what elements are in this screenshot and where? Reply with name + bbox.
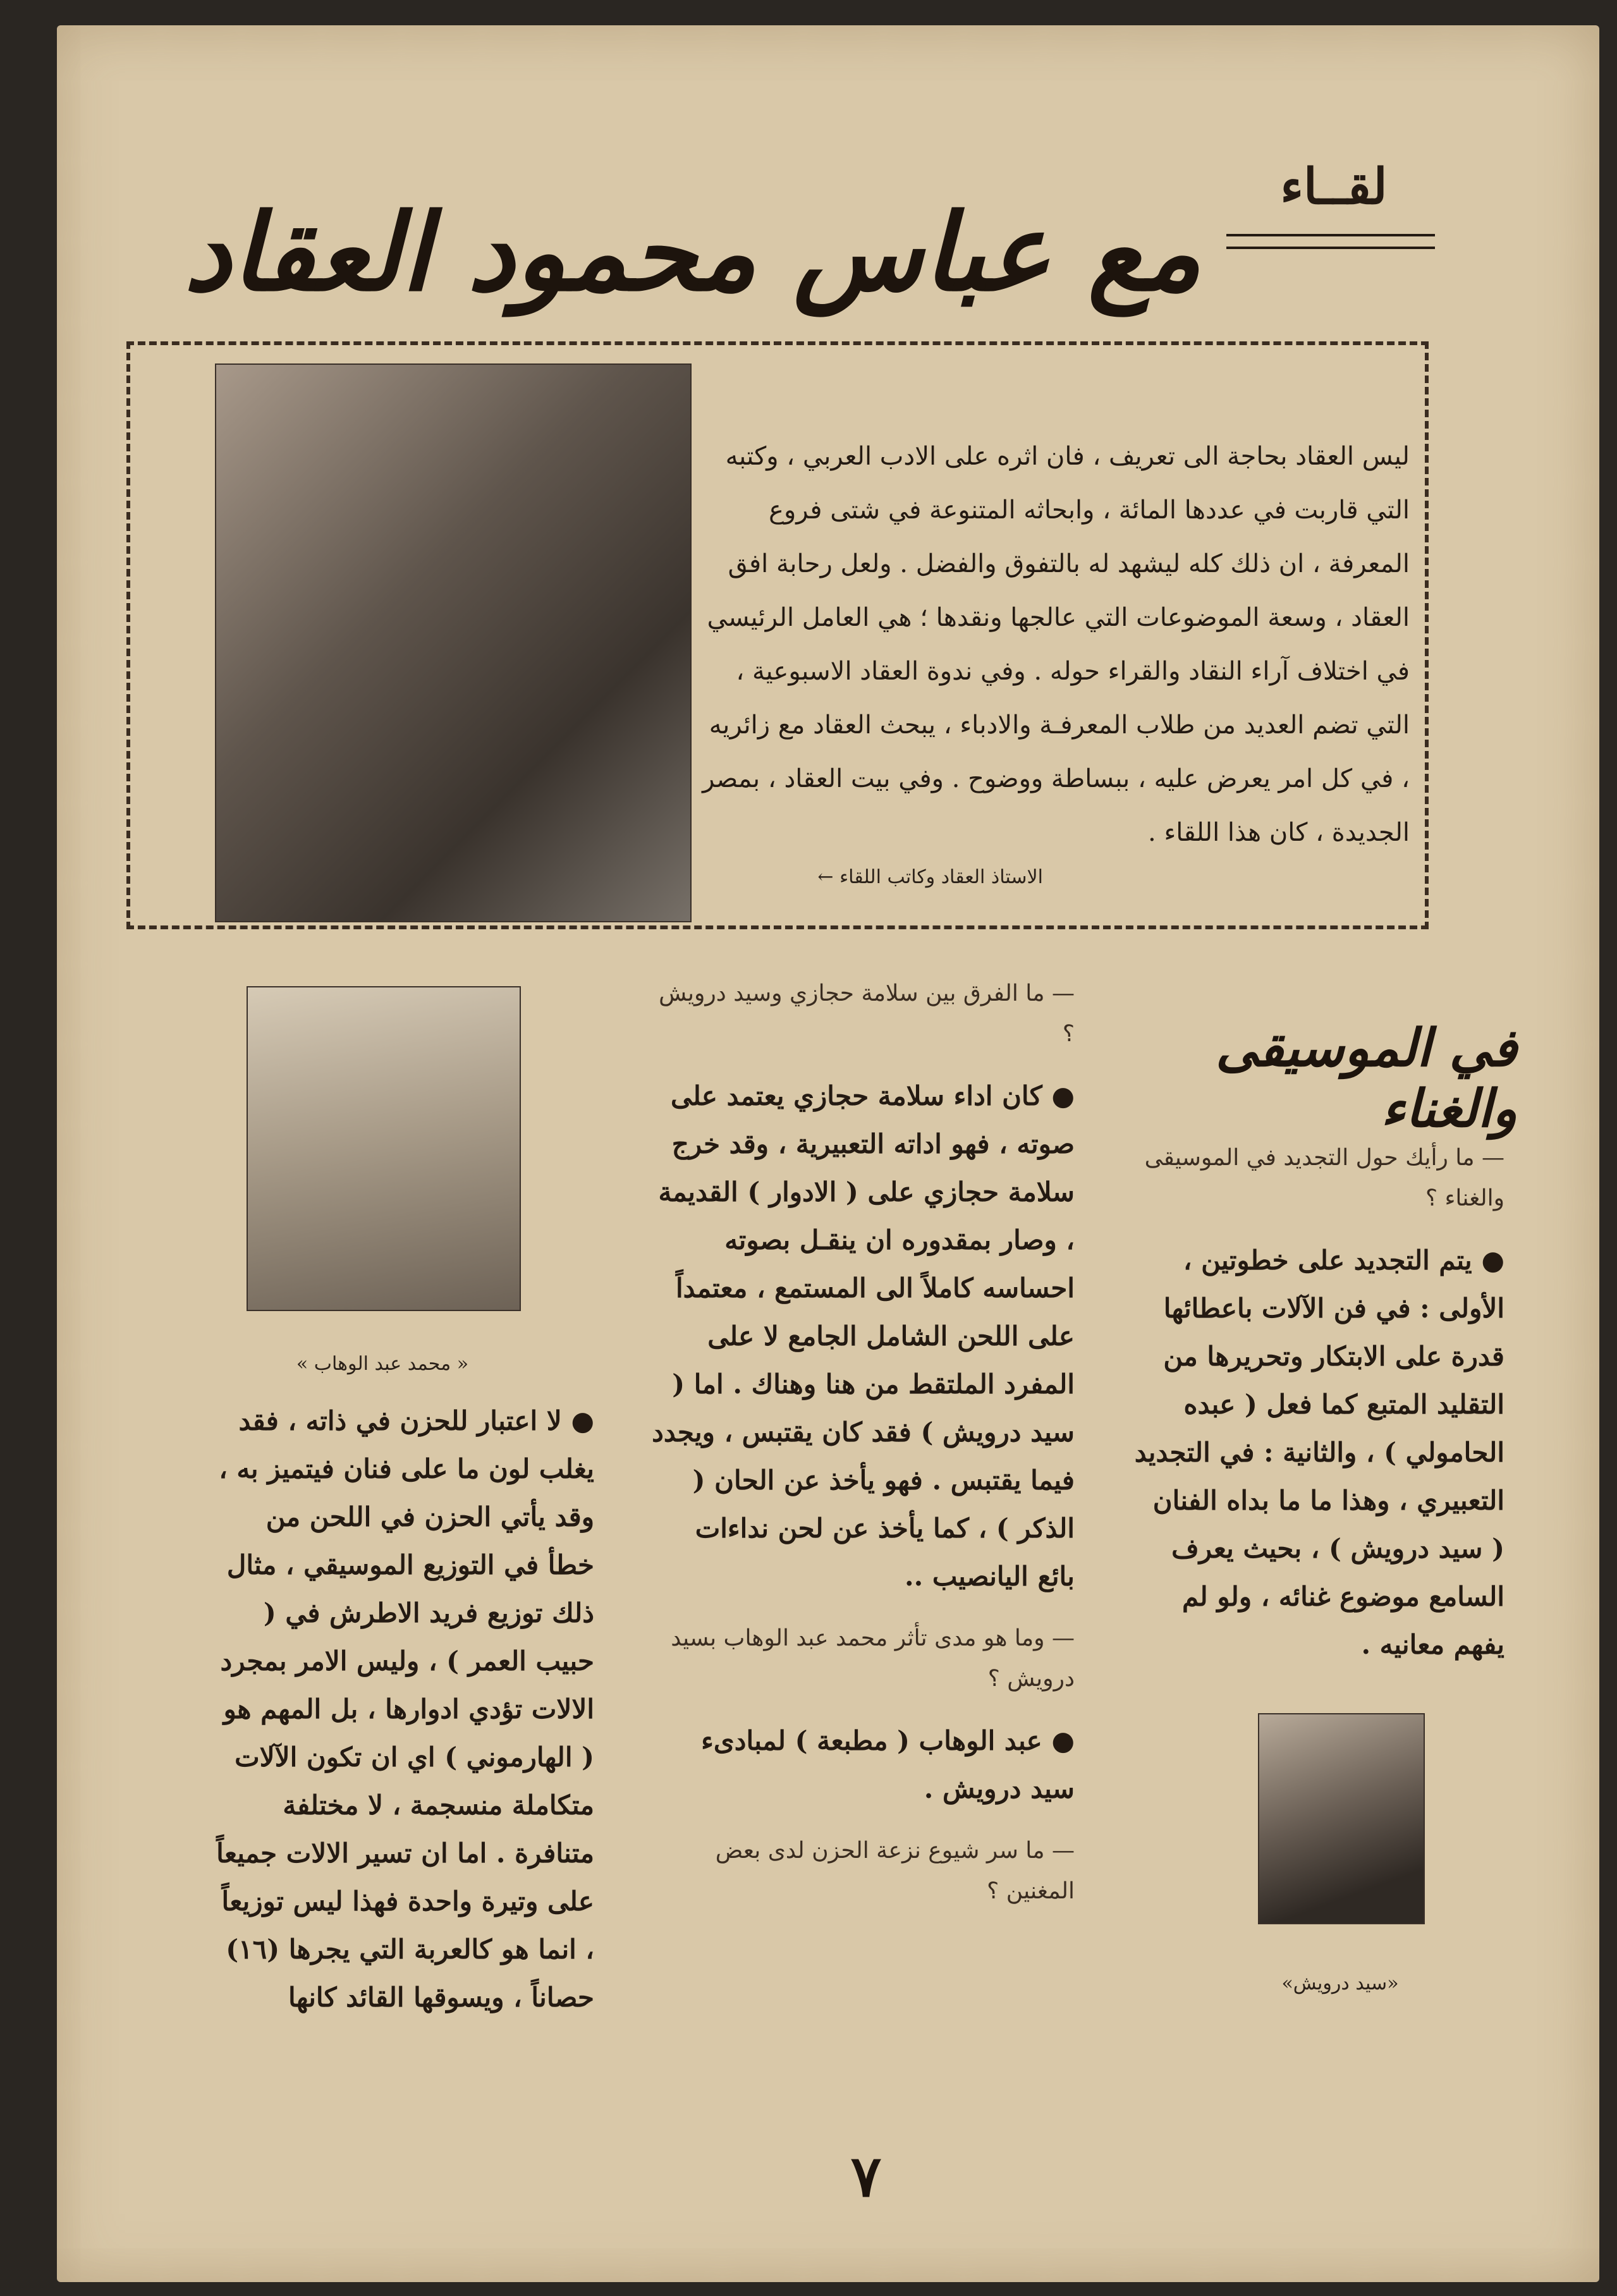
kicker-rule bbox=[1226, 247, 1435, 249]
intro-paragraph: ليس العقاد بحاجة الى تعريف ، فان اثره على الادب العربي ، وكتبه التي قاربت في عددها المائة ، وابحاثه المتنوعة في شتى فروع المعرفة ، ان ذلك كله ليشهد له بالتفوق والفضل . ولعل رحابة افق العقاد ، وسعة الموضوعات التي عالجها ونقدها ؛ هي العامل الرئيسي في اختلاف آراء النقاد والقراء حوله . وفي ندوة العقاد الاسبوعية ، التي تضم العديد من طلاب المعرفـة والادباء ، يبحث العقاد مع زائريه ، في كل امر يعرض عليه ، ببساطة ووضوح . وفي بيت العقاد ، بمصر الجديدة ، كان هذا اللقاء . bbox=[702, 442, 1410, 847]
answer: ● كان اداء سلامة حجازي يعتمد على صوته ، فهو اداته التعبيرية ، وقد خرج سلامة حجازي على ( الادوار ) القديمة ، وصار بمقدوره ان ينقـل بصوته احساسه كاملاً الى المستمع ، معتمداً على اللحن الشامل الجامع لا على المفرد الملتقط من هنا وهناك . اما ( سيد درويش ) فقد كان يقتبس ، ويجدد فيما يقتبس . فهو يأخذ عن الحان ( الذكر ) ، كما يأخذ عن لحن نداءات بائع اليانصيب .. bbox=[652, 1080, 1075, 1592]
question: — ما الفرق بين سلامة حجازي وسيد درويش ؟ bbox=[659, 980, 1075, 1047]
photo-sayed-darwish bbox=[1258, 1713, 1425, 1924]
question: — ما سر شيوع نزعة الحزن لدى بعض المغنين ؟ bbox=[715, 1838, 1075, 1904]
sketch-abdel-wahab bbox=[247, 986, 521, 1311]
caption-sayed-darwish: «سيد درويش» bbox=[1281, 1972, 1399, 1994]
kicker-rule bbox=[1226, 234, 1435, 236]
answer: ● يتم التجديد على خطوتين ، الأولى : في فن الآلات باعطائها قدرة على الابتكار وتحريرها من التقليد المتبع كما فعل ( عبده الحامولي ) ، والثانية : في التجديد التعبيري ، وهذا ما ما بداه الفنان ( سيد درويش ) ، بحيث يعرف السامع موضوع غنائه ، ولو لم يفهم معانيه . bbox=[1134, 1245, 1504, 1660]
page-headline: مع عباس محمود العقاد bbox=[183, 190, 1201, 315]
column-middle bbox=[651, 974, 1075, 1929]
section-title: في الموسيقى والغناء bbox=[1216, 1018, 1517, 1139]
answer: ● لا اعتبار للحزن في ذاته ، فقد يغلب لون ما على فنان فيتميز به ، وقد يأتي الحزن في اللحن من خطأ في التوزيع الموسيقي ، مثال ذلك توزيع فريد الاطرش في ( حبيب العمر ) ، وليس الامر بمجرد الالات تؤدي ادوارها ، بل المهم هو ( الهارموني ) اي ان تكون الآلات متكاملة منسجمة ، لا مختلفة متنافرة . اما ان تسير الالات جميعاً على وتيرة واحدة فهذا ليس توزيعاً ، انما هو كالعربة التي يجرها (١٦) حصاناً ، ويسوقها القائد كانها bbox=[216, 1405, 594, 2013]
photo-caption-main: الاستاذ العقاد وكاتب اللقاء ← bbox=[817, 866, 1043, 888]
kicker-label: لقــاء bbox=[1280, 158, 1388, 216]
question: — ما رأيك حول التجديد في الموسيقى والغناء ؟ bbox=[1144, 1145, 1504, 1211]
column-left bbox=[215, 1397, 594, 2039]
column-right bbox=[1132, 1138, 1504, 1687]
answer: ● عبد الوهاب ( مطبعة ) لمبادىء سيد درويش . bbox=[701, 1725, 1075, 1804]
page-number: ٧ bbox=[850, 2143, 882, 2210]
question: — وما هو مدى تأثر محمد عبد الوهاب بسيد درويش ؟ bbox=[671, 1625, 1075, 1692]
caption-abdel-wahab: « محمد عبد الوهاب » bbox=[296, 1353, 469, 1375]
photo-aqqad-and-writer bbox=[215, 363, 692, 922]
